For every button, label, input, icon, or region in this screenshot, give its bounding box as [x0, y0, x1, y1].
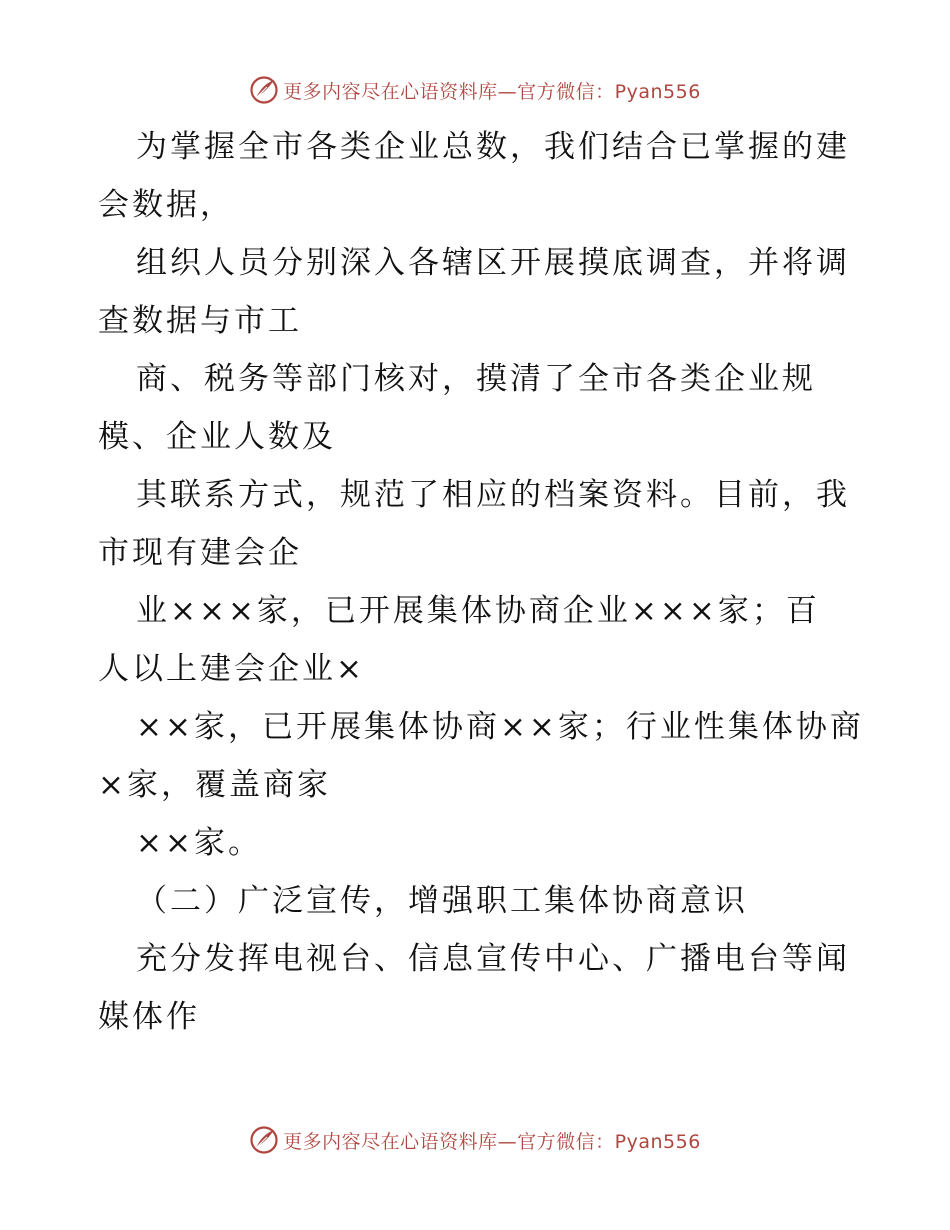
footer-watermark-banner — [0, 1120, 950, 1160]
body-line: ×家，覆盖商家 — [98, 767, 331, 803]
body-line: 业×××家，已开展集体协商企业×××家；百 — [136, 593, 820, 629]
body-line: 充分发挥电视台、信息宣传中心、广播电台等闻 — [136, 941, 850, 977]
body-line: 媒体作 — [98, 999, 200, 1035]
body-line: 会数据， — [98, 187, 234, 223]
body-line: 其联系方式，规范了相应的档案资料。目前，我 — [136, 477, 850, 513]
body-line: 人以上建会企业× — [98, 651, 365, 687]
body-line: ××家。 — [136, 825, 262, 861]
body-line: ××家，已开展集体协商××家；行业性集体协商 — [136, 709, 864, 745]
header-watermark-text: 更多内容尽在心语资料库—官方微信：Pyan556 — [283, 80, 701, 103]
header-watermark-banner — [0, 70, 950, 110]
body-line: 组织人员分别深入各辖区开展摸底调查，并将调 — [136, 245, 850, 281]
feather-pen-logo-icon — [249, 75, 279, 105]
document-body — [98, 118, 864, 1046]
body-line: 商、税务等部门核对，摸清了全市各类企业规 — [136, 361, 816, 397]
section-heading: （二）广泛宣传，增强职工集体协商意识 — [136, 883, 748, 919]
body-line: 模、企业人数及 — [98, 419, 336, 455]
body-line: 为掌握全市各类企业总数，我们结合已掌握的建 — [136, 129, 850, 165]
footer-watermark-text: 更多内容尽在心语资料库—官方微信：Pyan556 — [283, 1130, 701, 1153]
feather-pen-logo-icon — [249, 1125, 279, 1155]
body-line: 市现有建会企 — [98, 535, 302, 571]
body-line: 查数据与市工 — [98, 303, 302, 339]
